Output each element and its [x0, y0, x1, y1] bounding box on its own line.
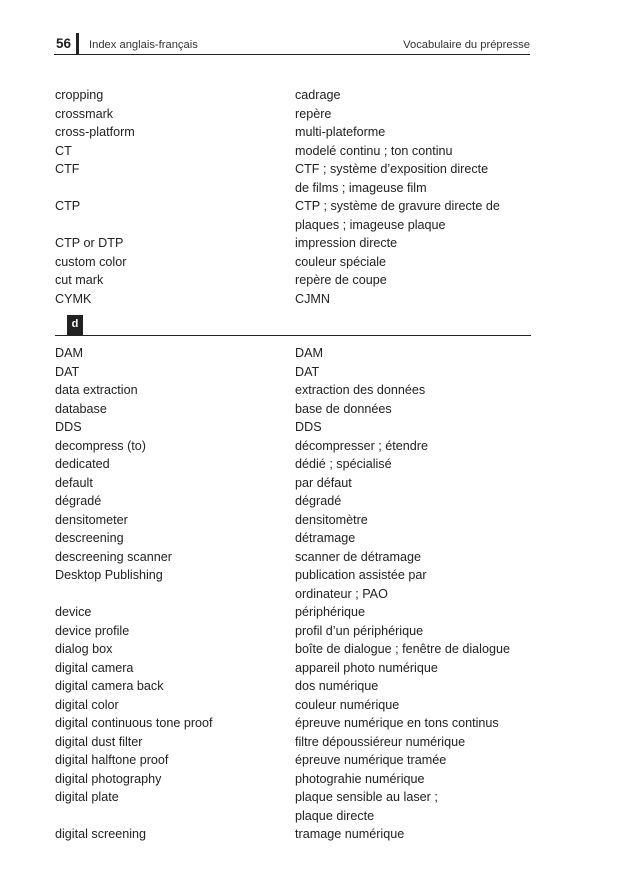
translation-line: scanner de détramage [295, 549, 422, 564]
translation-line: de films ; imageuse film [295, 180, 427, 195]
translation-line: DAT [295, 364, 320, 379]
translation-line: CTP ; système de gravure directe de [295, 199, 500, 213]
glossary-row [55, 253, 535, 272]
french-translation [295, 234, 535, 253]
translation-line: extraction des données [295, 383, 426, 397]
english-term: descreening scanner [55, 549, 172, 564]
translation-line: détramage [295, 531, 356, 545]
english-term: digital camera [55, 660, 134, 675]
header-right-title: Vocabulaire du prépresse [403, 39, 530, 51]
glossary-row [55, 788, 535, 825]
translation-line: épreuve numérique en tons continus [295, 716, 499, 730]
translation-line: repère de coupe [295, 273, 387, 287]
glossary-row [55, 142, 535, 161]
english-term: crossmark [55, 106, 114, 121]
english-term: dialog box [55, 642, 113, 656]
glossary-row [55, 86, 535, 105]
glossary-row [55, 733, 535, 752]
english-term: digital halftone proof [55, 753, 169, 767]
translation-line: périphérique [295, 605, 366, 619]
english-term: digital camera back [55, 679, 164, 693]
english-term: dedicated [55, 457, 110, 471]
french-translation [295, 253, 535, 272]
translation-line: tramage numérique [295, 827, 405, 841]
translation-line: densitomètre [295, 512, 368, 527]
translation-line: couleur numérique [295, 697, 400, 712]
english-term: decompress (to) [55, 438, 146, 453]
french-translation [295, 696, 535, 715]
french-translation [295, 142, 535, 161]
translation-line: couleur spéciale [295, 254, 387, 269]
glossary-row [55, 492, 535, 511]
glossary-row [55, 418, 535, 437]
french-translation [295, 603, 535, 622]
french-translation [295, 474, 535, 493]
translation-line: repère [295, 106, 332, 121]
translation-line: décompresser ; étendre [295, 438, 429, 453]
french-translation [295, 492, 535, 511]
translation-line: filtre dépoussiéreur numérique [295, 734, 466, 749]
french-translation [295, 548, 535, 567]
header-divider-bar [76, 33, 79, 54]
french-translation [295, 123, 535, 142]
translation-line: publication assistée par [295, 568, 427, 582]
english-term: CTP or DTP [55, 236, 124, 250]
translation-line: CJMN [295, 291, 330, 306]
glossary-row [55, 160, 535, 197]
section-letter-badge: d [67, 315, 83, 335]
french-translation [295, 105, 535, 124]
french-translation [295, 566, 535, 603]
french-translation [295, 344, 535, 363]
translation-line: dos numérique [295, 679, 379, 693]
french-translation [295, 677, 535, 696]
page-number: 56 [56, 36, 72, 51]
english-term: DAM [55, 346, 83, 360]
french-translation [295, 290, 535, 309]
glossary-row [55, 696, 535, 715]
translation-line: appareil photo numérique [295, 660, 438, 675]
translation-line: CTF ; système d’exposition directe [295, 162, 489, 176]
glossary-row [55, 197, 535, 234]
french-translation [295, 733, 535, 752]
french-translation [295, 788, 535, 825]
translation-line: impression directe [295, 236, 398, 250]
english-term: cropping [55, 88, 104, 102]
english-term: descreening [55, 531, 124, 545]
french-translation [295, 381, 535, 400]
translation-line: dédié ; spécialisé [295, 457, 392, 471]
french-translation [295, 714, 535, 733]
french-translation [295, 86, 535, 105]
translation-line: épreuve numérique tramée [295, 753, 447, 767]
french-translation [295, 659, 535, 678]
translation-line: plaques ; imageuse plaque [295, 217, 446, 232]
translation-line: cadrage [295, 88, 341, 102]
french-translation [295, 271, 535, 290]
glossary-row [55, 474, 535, 493]
english-term: digital continuous tone proof [55, 716, 213, 730]
page-header [54, 30, 530, 55]
glossary-row [55, 640, 535, 659]
english-term: device [55, 605, 92, 619]
french-translation [295, 437, 535, 456]
english-term: dégradé [55, 494, 102, 508]
translation-line: plaque directe [295, 808, 375, 823]
glossary-row [55, 566, 535, 603]
glossary-row [55, 271, 535, 290]
english-term: digital screening [55, 827, 147, 841]
english-term: digital dust filter [55, 734, 143, 749]
glossary-row [55, 622, 535, 641]
french-translation [295, 511, 535, 530]
translation-line: DAM [295, 346, 323, 360]
translation-line: ordinateur ; PAO [295, 586, 388, 601]
glossary-row [55, 714, 535, 733]
english-term: device profile [55, 623, 130, 638]
french-translation [295, 400, 535, 419]
glossary-row [55, 677, 535, 696]
french-translation [295, 825, 535, 844]
glossary-row [55, 603, 535, 622]
glossary-row [55, 455, 535, 474]
glossary-row [55, 344, 535, 363]
french-translation [295, 455, 535, 474]
section-divider-d [55, 313, 531, 336]
english-term: cut mark [55, 273, 104, 287]
english-term: CTF [55, 162, 80, 176]
translation-line: base de données [295, 401, 392, 416]
glossary-row [55, 529, 535, 548]
english-term: CT [55, 143, 72, 158]
french-translation [295, 418, 535, 437]
french-translation [295, 529, 535, 548]
translation-line: plaque sensible au laser ; [295, 790, 438, 804]
glossary-row [55, 381, 535, 400]
french-translation [295, 363, 535, 382]
english-term: CTP [55, 199, 81, 213]
translation-line: multi-plateforme [295, 125, 386, 139]
english-term: densitometer [55, 512, 128, 527]
english-term: digital color [55, 697, 119, 712]
glossary-row [55, 234, 535, 253]
english-term: data extraction [55, 383, 138, 397]
glossary-row [55, 825, 535, 844]
french-translation [295, 770, 535, 789]
english-term: default [55, 475, 93, 490]
english-term: CYMK [55, 291, 92, 306]
french-translation [295, 622, 535, 641]
translation-line: boîte de dialogue ; fenêtre de dialogue [295, 642, 510, 656]
translation-line: dégradé [295, 494, 342, 508]
english-term: DDS [55, 420, 82, 434]
english-term: digital photography [55, 771, 162, 786]
glossary-row [55, 437, 535, 456]
french-translation [295, 160, 535, 197]
glossary-row [55, 290, 535, 309]
glossary-row [55, 363, 535, 382]
translation-line: par défaut [295, 475, 352, 490]
english-term: database [55, 401, 107, 416]
english-term: cross-platform [55, 125, 135, 139]
french-translation [295, 197, 535, 234]
header-left-title: Index anglais-français [89, 39, 198, 51]
translation-line: DDS [295, 420, 322, 434]
glossary-section-d [55, 344, 535, 844]
french-translation [295, 751, 535, 770]
glossary-row [55, 511, 535, 530]
english-term: digital plate [55, 790, 119, 804]
glossary-section-c [55, 86, 535, 308]
glossary-row [55, 123, 535, 142]
english-term: DAT [55, 364, 80, 379]
glossary-row [55, 548, 535, 567]
glossary-row [55, 659, 535, 678]
glossary-row [55, 770, 535, 789]
french-translation [295, 640, 535, 659]
glossary-row [55, 400, 535, 419]
translation-line: profil d’un périphérique [295, 623, 424, 638]
glossary-row [55, 751, 535, 770]
glossary-row [55, 105, 535, 124]
english-term: Desktop Publishing [55, 568, 163, 582]
translation-line: photograhie numérique [295, 771, 425, 786]
english-term: custom color [55, 254, 127, 269]
translation-line: modelé continu ; ton continu [295, 143, 453, 158]
